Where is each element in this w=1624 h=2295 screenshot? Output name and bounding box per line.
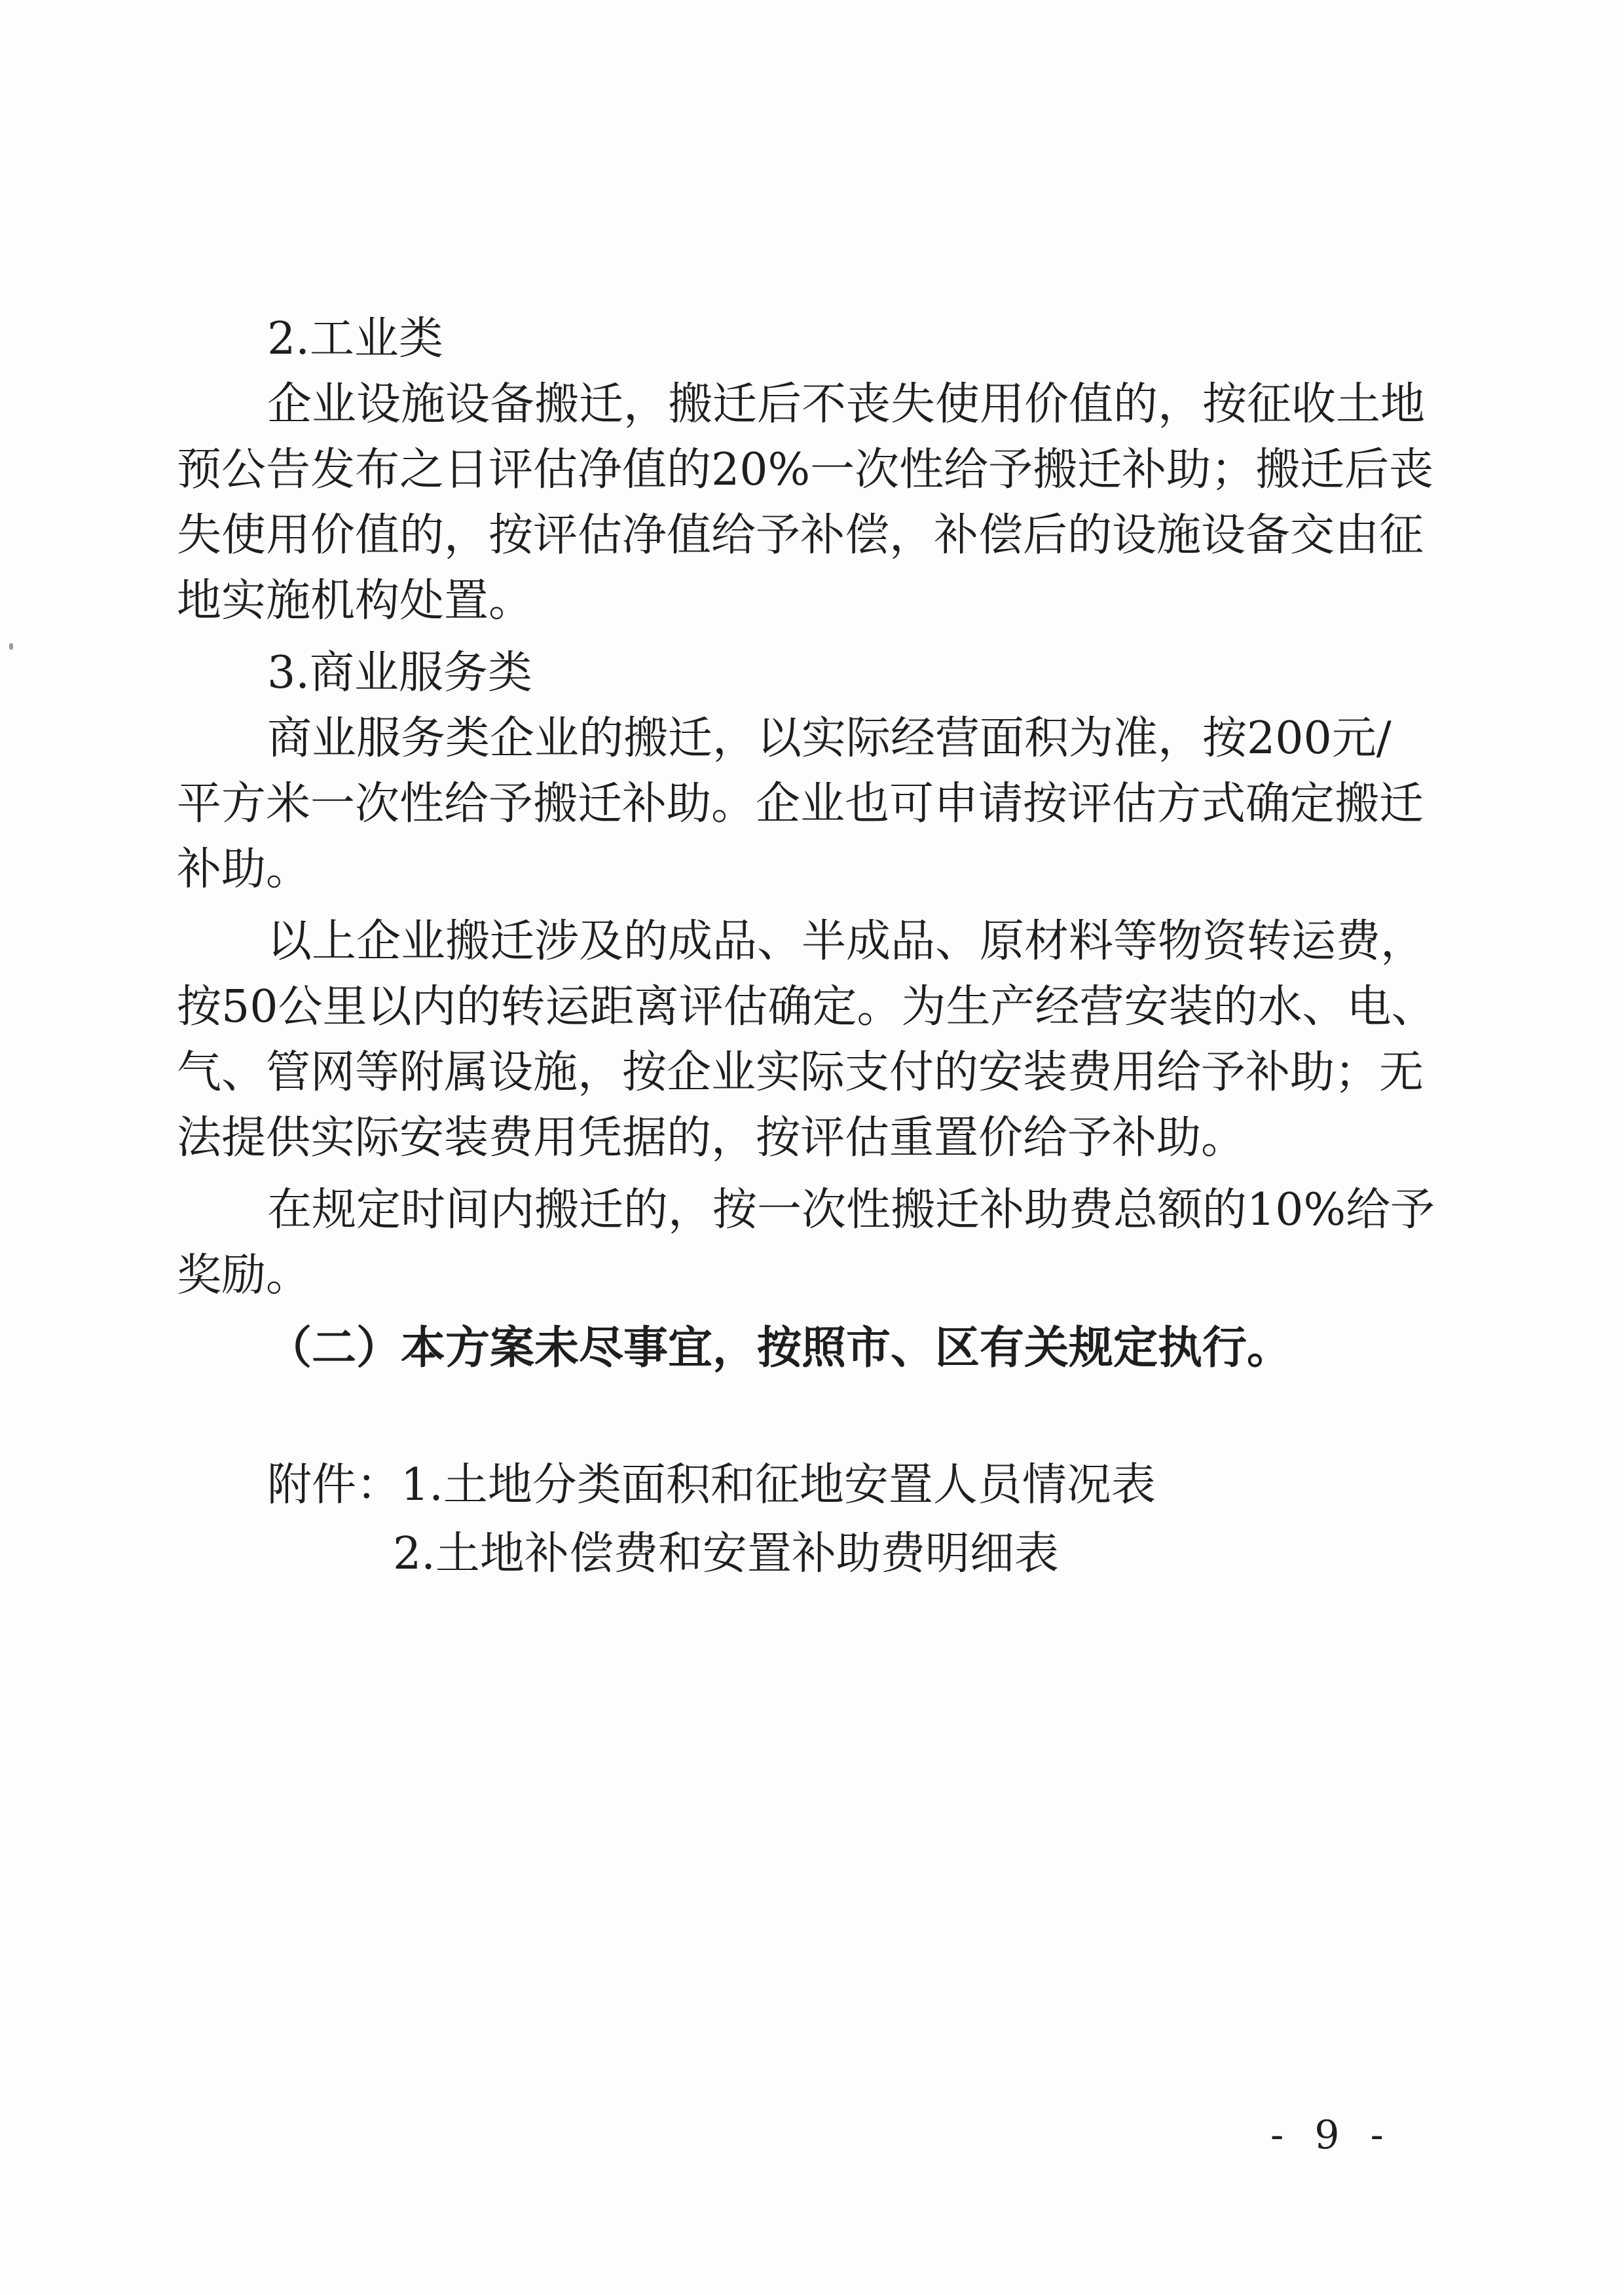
attachment-line-1: 附件：1.土地分类面积和征地安置人员情况表	[267, 1459, 1156, 1511]
attachment-line-2: 2.土地补偿费和安置补助费明细表	[393, 1528, 1059, 1580]
paragraph-line: 预公告发布之日评估净值的20%一次性给予搬迁补助；搬迁后丧	[177, 444, 1434, 496]
section-two-line: （二）本方案未尽事宜，按照市、区有关规定执行。	[267, 1322, 1292, 1374]
paragraph-line: 法提供实际安装费用凭据的，按评估重置价给予补助。	[177, 1112, 1246, 1164]
heading-commercial: 3.商业服务类	[267, 647, 532, 699]
paragraph-line: 在规定时间内搬迁的，按一次性搬迁补助费总额的10%给予	[267, 1184, 1435, 1236]
paragraph-line: 失使用价值的，按评估净值给予补偿，补偿后的设施设备交由征	[177, 510, 1424, 561]
paragraph-line: 平方米一次性给予搬迁补助。企业也可申请按评估方式确定搬迁	[177, 778, 1424, 830]
paragraph-line: 按50公里以内的转运距离评估确定。为生产经营安装的水、电、	[177, 981, 1436, 1033]
paragraph-line: 地实施机构处置。	[177, 575, 534, 627]
paragraph-line: 奖励。	[177, 1250, 311, 1301]
scan-artifact	[9, 643, 13, 650]
paragraph-line: 补助。	[177, 844, 311, 895]
page-number: - 9 -	[1270, 2112, 1393, 2158]
paragraph-line: 以上企业搬迁涉及的成品、半成品、原材料等物资转运费，	[267, 916, 1426, 967]
paragraph-line: 商业服务类企业的搬迁，以实际经营面积为准，按200元/	[267, 713, 1392, 764]
heading-industrial: 2.工业类	[267, 313, 443, 365]
paragraph-line: 企业设施设备搬迁，搬迁后不丧失使用价值的，按征收土地	[267, 379, 1426, 430]
paragraph-line: 气、管网等附属设施，按企业实际支付的安装费用给予补助；无	[177, 1047, 1424, 1098]
